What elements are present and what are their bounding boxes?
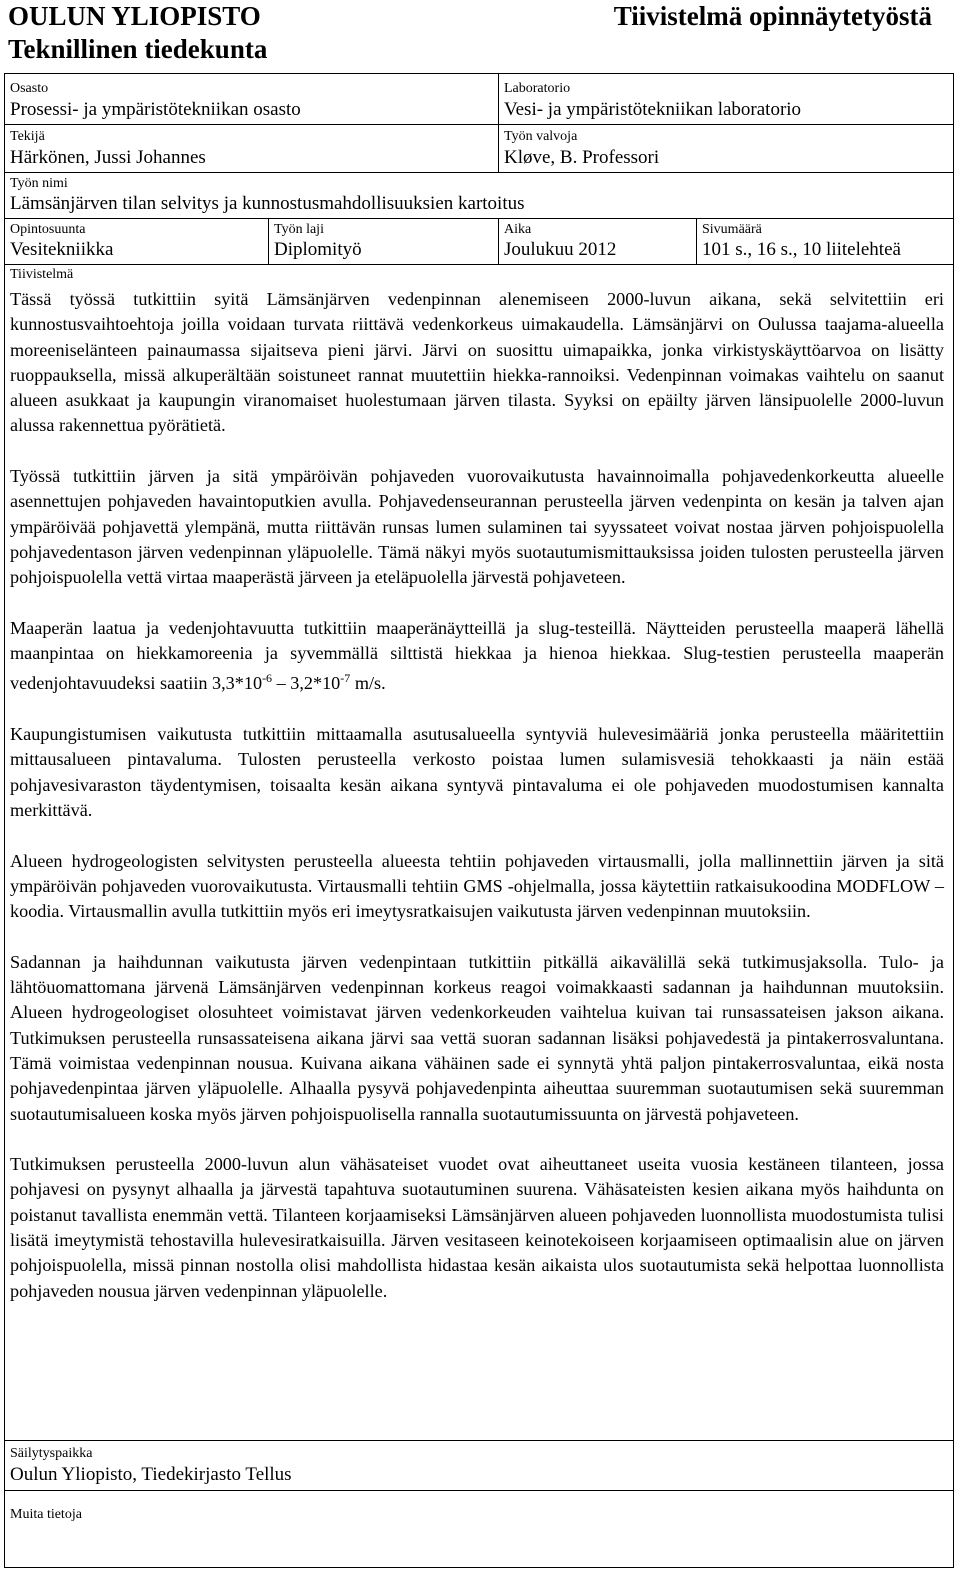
abstract-text-run: m/s. [350, 673, 386, 694]
time-label: Aika [504, 222, 532, 237]
abstract-text-run: Maaperän laatua ja vedenjohtavuutta tutkittiin maaperänäytteillä ja slug-testeillä. Näytteiden perusteella maaperä lähellä maanpintaa on hiekkamoreenia ja syvemmällä silttistä hiekkaa ja hienoa hiekkaa. Slug-testien perusteella maaperän vedenjohtavuudeksi saatiin 3,3*10 [10, 617, 944, 694]
abstract-paragraph: Alueen hydrogeologisten selvitysten perusteella alueesta tehtiin pohjaveden virtausmalli, jolla mallinnettiin järven ja sitä ympäröivän pohjaveden vuorovaikutusta. Virtausmalli tehtiin GMS -ohjelmalla, jossa käytettiin ratkaisukoodina MODFLOW – koodia. Virtausmallin avulla tutkittiin myös eri imeytysratkaisujen vaikutusta järven vedenpinnan muutoksiin. [10, 850, 944, 922]
abstract-label: Tiivistelmä [10, 267, 74, 282]
study-program-value: Vesitekniikka [10, 239, 114, 260]
divider [5, 218, 953, 219]
divider [5, 264, 953, 265]
divider [5, 1440, 953, 1441]
other-info-label: Muita tietoja [10, 1507, 82, 1522]
divider [5, 172, 953, 173]
author-label: Tekijä [10, 129, 45, 144]
divider [5, 1490, 953, 1491]
abstract-paragraph [10, 616, 944, 697]
abstract-paragraph: Tässä työssä tutkittiin syitä Lämsänjärven vedenpinnan alenemiseen 2000-luvun aikana, sekä selvitettiin eri kunnostusvaihtoehtoja joilla voidaan turvata riittävä vedenkorkeus uimakaudella. Lämsänjärvi on Oulussa taajama-alueella moreeniselänteen painaumassa sijaitseva pieni järvi. Järvi on suosittu uimapaikka, jonka virkistyskäyttöarvoa on lisätty ruoppauksella, missä alkuperältään soistuneet rannat muutettiin hiekka-rannoiksi. Vedenpinnan voimakas vaihtelu on saanut alueen asukkaat ja kaupungin viranomaiset huolestumaan järven tilasta. Syyksi on epäilty järven länsipuolelle 2000-luvun alussa rakennettua pyörätietä. [10, 289, 944, 436]
exponent: -6 [262, 671, 273, 686]
storage-value: Oulun Yliopisto, Tiedekirjasto Tellus [10, 1464, 292, 1485]
study-program-label: Opintosuunta [10, 222, 86, 237]
supervisor-label: Työn valvoja [504, 129, 578, 144]
exponent: -7 [340, 671, 351, 686]
university-name: OULUN YLIOPISTO [8, 1, 261, 31]
abstract-paragraph: Sadannan ja haihdunnan vaikutusta järven vedenpintaan tutkittiin pitkällä aikavälillä sekä tutkimusjaksolla. Tulo- ja lähtöuomattomana järvenä Lämsänjärven vedenpinnan korkeus reagoi voimakkaasti sadannan ja haihdunnan muutoksiin. Alueen hydrogeologiset olosuhteet voimistavat järven vedenkorkeuden vaihtelua kuivan tai runsassateisen jakson aikana. Tutkimuksen perusteella runsassateisena aikana järvi saa vettä suoran sadannan lisäksi pohjavedestä ja pintakerrosvaluntana. Tämä voimistaa vedenpinnan nousua. Kuivana aikana vähäinen sade ei synnytä yhtä paljon pintakerrosvaluntaa, eikä nosta pohjavedenpintaa järven yläpuolelle. Alhaalla pysyvä pohjavedenpinta aiheuttaa suuremman suotautumisen sekä suuremman suotautumisalueen koska myös järven pohjoispuolisella rannalla suotautumissuunta on järvestä pohjaveteen. [10, 951, 944, 1124]
column-divider [268, 218, 269, 264]
abstract-paragraph: Kaupungistumisen vaikutusta tutkittiin mittaamalla asutusalueella syntyviä hulevesimääriä jonka perusteella määritettiin mittausalueen pintavaluma. Tulosten perusteella verkosto poistaa lumen sulamisvesiä tehokkaasti ja näin estää pohjavesivaraston täydentymisen, toisaalta kesän aikana syntyvä pintavaluma ei ole pohjaveden muodostumisen kannalta merkittävä. [10, 724, 944, 820]
column-divider [696, 218, 697, 264]
storage-label: Säilytyspaikka [10, 1446, 93, 1461]
work-type-label: Työn laji [274, 222, 324, 237]
work-name-label: Työn nimi [10, 176, 68, 191]
time-value: Joulukuu 2012 [504, 239, 617, 260]
work-name-value: Lämsänjärven tilan selvitys ja kunnostusmahdollisuuksien kartoitus [10, 193, 525, 214]
column-divider [498, 74, 499, 172]
work-type-value: Diplomityö [274, 239, 362, 260]
column-divider [498, 218, 499, 264]
page-count-value: 101 s., 16 s., 10 liitelehteä [702, 239, 901, 260]
abstract-text [10, 287, 944, 1304]
abstract-text-run: – 3,2*10 [272, 673, 341, 694]
laboratory-label: Laboratorio [504, 81, 571, 96]
document-title: Tiivistelmä opinnäytetyöstä [613, 1, 932, 31]
laboratory-value: Vesi- ja ympäristötekniikan laboratorio [504, 99, 802, 120]
abstract-paragraph: Tutkimuksen perusteella 2000-luvun alun vähäsateiset vuodet ovat aiheuttaneet useita vuosia kestäneen tilanteen, jossa pohjavesi on pysynyt alhaalla ja järvestä tapahtuva suotautuminen suurena. Vähäsateisten kesien aikana myös haihdunta on poistanut tavallista enemmän vettä. Tilanteen korjaamiseksi Lämsänjärven alueen pohjaveden luonnollista muodostumista tulisi lisätä imeytymistä tehostavilla hulevesiratkaisuilla. Järven vesitaseen keinotekoiseen korjaamiseen optimaalisin alue on järven pohjoispuolella, missä pinnan nostolla olisi mahdollista hidastaa kesän aikaista ulos suotautumista sekä helpottaa luonnollista pohjaveden nousua järven vedenpinnan yläpuolelle. [10, 1154, 944, 1301]
department-label: Osasto [10, 81, 49, 96]
faculty-name: Teknillinen tiedekunta [8, 34, 268, 64]
abstract-paragraph: Työssä tutkittiin järven ja sitä ympäröivän pohjaveden vuorovaikutusta havainnoimalla pohjavedenkorkeutta alueelle asennettujen pohjaveden havaintoputkien avulla. Pohjavedenseurannan perusteella järven vedenpinta on kesän ja talven ajan ympäröivää pohjavettä ylempänä, mutta riittävän runsas lumen sulaminen tai syyssateet voivat nostaa järven pohjoispuolella pohjavedentason järven vedenpinnan yläpuolelle. Tämä näkyi myös suotautumismittauksissa joiden tulosten perusteella järven pohjoispuolella vettä virtaa maaperästä järveen ja eteläpuolella järvestä pohjaveteen. [10, 466, 944, 588]
department-value: Prosessi- ja ympäristötekniikan osasto [10, 99, 301, 120]
page-count-label: Sivumäärä [702, 222, 762, 237]
supervisor-value: Kløve, B. Professori [504, 147, 660, 168]
divider [5, 124, 953, 125]
author-value: Härkönen, Jussi Johannes [10, 147, 206, 168]
